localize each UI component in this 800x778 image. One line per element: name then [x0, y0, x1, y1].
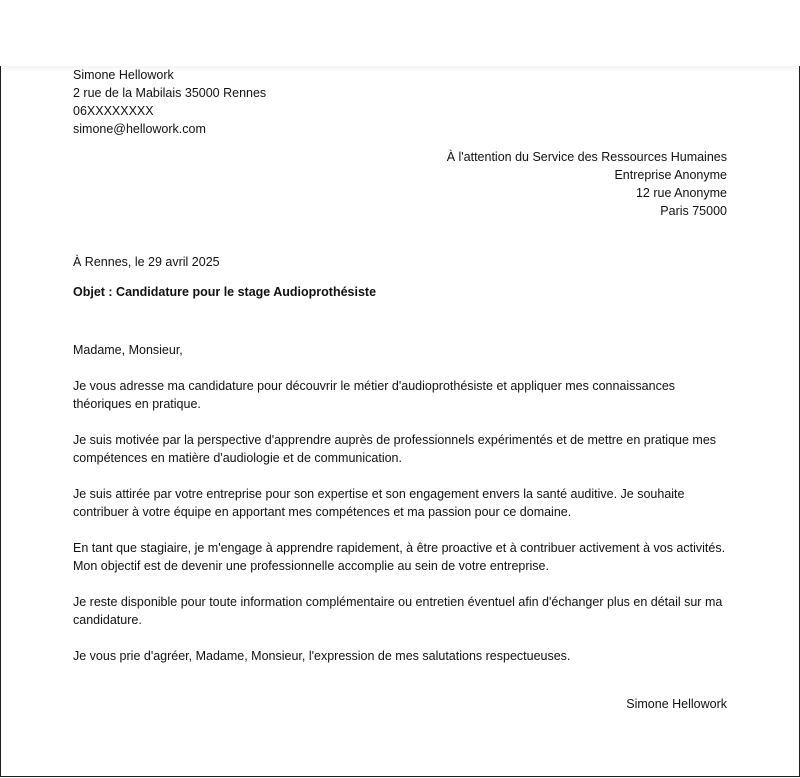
body-paragraph: Je suis attirée par votre entreprise pour son expertise et son engagement envers la santé auditive. Je souhaite contribuer à votre équipe en apportant mes compétences et ma passion pour ce domaine. — [73, 487, 685, 519]
top-toolbar-area — [0, 0, 800, 66]
salutation: Madame, Monsieur, — [73, 343, 183, 357]
sender-block — [73, 66, 266, 138]
sender-address: 2 rue de la Mabilais 35000 Rennes — [73, 86, 267, 100]
letter-subject: Objet : Candidature pour le stage Audioprothésiste — [73, 285, 377, 299]
sender-name: Simone Hellowork — [73, 68, 174, 82]
body-paragraph: Je vous adresse ma candidature pour découvrir le métier d'audioprothésiste et appliquer mes connaissances théoriques en pratique. — [73, 379, 676, 411]
letter-body — [73, 341, 733, 683]
recipient-block — [447, 148, 727, 220]
recipient-street: 12 rue Anonyme — [635, 186, 727, 200]
recipient-company: Entreprise Anonyme — [614, 168, 727, 182]
recipient-city: Paris 75000 — [660, 204, 727, 218]
body-paragraph: Je suis motivée par la perspective d'apprendre auprès de professionnels expérimentés et de mettre en pratique mes compétences en matière d'audiologie et de communication. — [73, 433, 717, 465]
closing-paragraph: Je vous prie d'agréer, Madame, Monsieur, l'expression de mes salutations respectueuses. — [73, 649, 571, 663]
letter-date: À Rennes, le 29 avril 2025 — [73, 255, 220, 269]
sender-email: simone@hellowork.com — [73, 122, 206, 136]
body-paragraph: Je reste disponible pour toute information complémentaire ou entretien éventuel afin d'échanger plus en détail sur ma candidature. — [73, 595, 723, 627]
body-paragraph: En tant que stagiaire, je m'engage à apprendre rapidement, à être proactive et à contribuer activement à vos activités. Mon objectif est de devenir une professionnelle accomplie au sein de votre entreprise. — [73, 541, 726, 573]
recipient-attention: À l'attention du Service des Ressources Humaines — [446, 150, 727, 164]
signature: Simone Hellowork — [626, 697, 727, 711]
sender-phone: 06XXXXXXXX — [73, 104, 154, 118]
